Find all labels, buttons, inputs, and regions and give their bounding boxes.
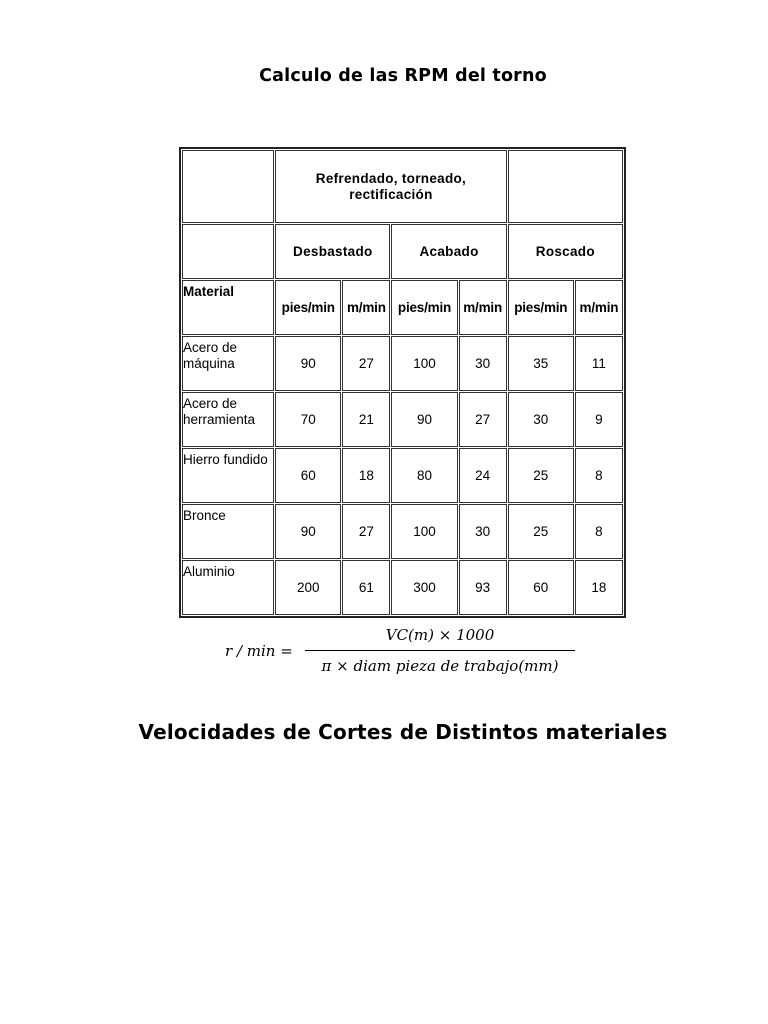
- formula-fraction: [305, 624, 575, 677]
- table-cell: 200: [275, 560, 341, 615]
- table-cell: 61: [342, 560, 390, 615]
- table-cell: 90: [391, 392, 457, 447]
- table-cell: 80: [391, 448, 457, 503]
- material-name: Acero de máquina: [182, 336, 274, 391]
- table-row: [182, 448, 623, 503]
- table-cell: 11: [575, 336, 623, 391]
- table-cell: 30: [459, 504, 507, 559]
- table-cell: 90: [275, 336, 341, 391]
- unit-header: pies/min: [275, 280, 341, 335]
- table-cell: 18: [342, 448, 390, 503]
- table-cell: 25: [508, 448, 574, 503]
- table-cell: 93: [459, 560, 507, 615]
- unit-header: m/min: [459, 280, 507, 335]
- table-cell: 30: [508, 392, 574, 447]
- table-row: [182, 504, 623, 559]
- table-cell: 100: [391, 336, 457, 391]
- table-cell: 90: [275, 504, 341, 559]
- fraction-bar: [305, 650, 575, 651]
- section-caption: Velocidades de Cortes de Distintos materiales: [138, 720, 668, 744]
- table-cell: 8: [575, 448, 623, 503]
- header-empty-cell: [508, 150, 623, 223]
- table-cell: 35: [508, 336, 574, 391]
- table-cell: 27: [342, 336, 390, 391]
- table-cell: 25: [508, 504, 574, 559]
- unit-header: m/min: [342, 280, 390, 335]
- table-cell: 100: [391, 504, 457, 559]
- material-name: Hierro fundido: [182, 448, 274, 503]
- table-cell: 30: [459, 336, 507, 391]
- table-row: [182, 560, 623, 615]
- table-cell: 27: [459, 392, 507, 447]
- material-name: Bronce: [182, 504, 274, 559]
- cutting-speed-table-wrap: [179, 147, 626, 618]
- group-header: Refrendado, torneado, rectificación: [275, 150, 507, 223]
- header-row-operations: [182, 224, 623, 279]
- material-name: Aluminio: [182, 560, 274, 615]
- formula-denominator: π × diam pieza de trabajo(mm): [321, 657, 559, 675]
- header-row-units: [182, 280, 623, 335]
- table-cell: 9: [575, 392, 623, 447]
- table-cell: 21: [342, 392, 390, 447]
- table-cell: 18: [575, 560, 623, 615]
- cutting-speed-table: [179, 147, 626, 618]
- header-empty-cell: [182, 150, 274, 223]
- unit-header: pies/min: [508, 280, 574, 335]
- material-header: Material: [182, 280, 274, 335]
- table-cell: 70: [275, 392, 341, 447]
- formula-lhs: r / min =: [225, 642, 293, 660]
- rpm-formula: [222, 624, 582, 684]
- table-cell: 27: [342, 504, 390, 559]
- table-cell: 60: [275, 448, 341, 503]
- operation-header: Acabado: [391, 224, 506, 279]
- operation-header: Roscado: [508, 224, 623, 279]
- unit-header: pies/min: [391, 280, 457, 335]
- table-row: [182, 392, 623, 447]
- header-row-group: [182, 150, 623, 223]
- table-cell: 24: [459, 448, 507, 503]
- material-name: Acero de herramienta: [182, 392, 274, 447]
- formula-numerator: VC(m) × 1000: [385, 626, 495, 644]
- operation-header: Desbastado: [275, 224, 390, 279]
- header-empty-cell: [182, 224, 274, 279]
- unit-header: m/min: [575, 280, 623, 335]
- table-row: [182, 336, 623, 391]
- page-title: Calculo de las RPM del torno: [259, 66, 547, 86]
- table-cell: 60: [508, 560, 574, 615]
- table-cell: 300: [391, 560, 457, 615]
- table-cell: 8: [575, 504, 623, 559]
